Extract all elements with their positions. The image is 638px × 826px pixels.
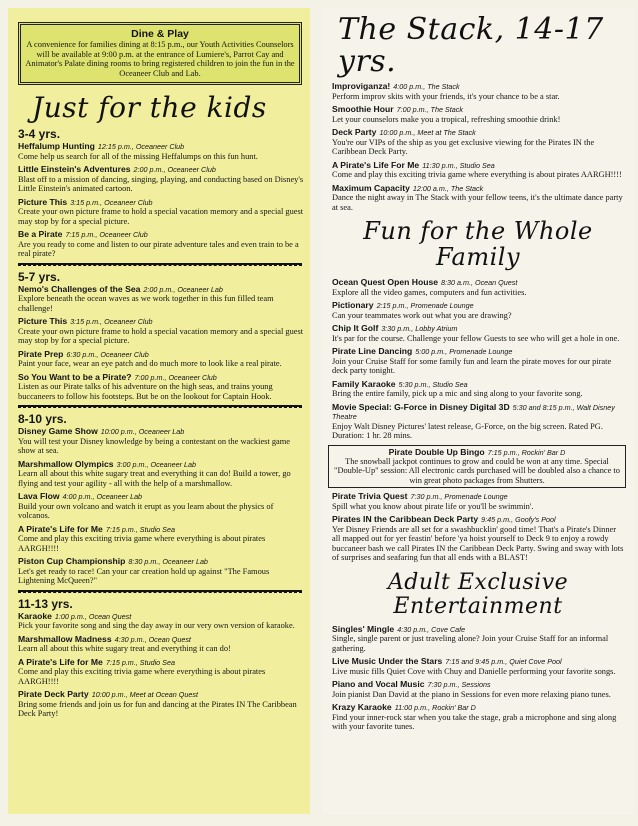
event-item — [332, 324, 626, 343]
event-time-location: 3:30 p.m., Lobby Atrium — [381, 324, 458, 333]
event-item — [18, 230, 304, 259]
event-name: Pirate Deck Party — [18, 689, 89, 700]
event-time-location: 10:00 p.m., Meet at Ocean Quest — [91, 690, 198, 700]
event-description: The snowball jackpot continues to grow and could be won at any time. Special "Double-Up" session: All electronic cards purchased will be doubled also a chance to win great photo packages from Shutters. — [334, 456, 620, 485]
event-item — [332, 703, 626, 732]
event-time-location: 5:30 p.m., Studio Sea — [398, 379, 468, 389]
event-description: Come and play this exciting trivia game where everything is about pirates AARGH!!!! — [18, 667, 266, 686]
event-item — [18, 690, 304, 719]
event-time-location: 3:00 p.m., Oceaneer Lab — [116, 459, 197, 469]
event-name: Live Music Under the Stars — [332, 656, 443, 667]
event-description: Join your Cruise Staff for some family fun and learn the pirate moves for our pirate deck party tonight. — [332, 356, 612, 375]
event-item — [332, 301, 626, 320]
event-item — [332, 128, 626, 157]
event-description: Learn all about this white sugary treat and everything it can do! — [18, 644, 231, 654]
event-time-location: 2:00 p.m., Oceaneer Club — [133, 165, 216, 175]
event-item — [18, 460, 304, 489]
teen-family-adult-column — [322, 8, 634, 814]
event-description: Blast off to a mission of dancing, singing, playing, and conducting based on Disney's Little Einstein's animated cartoon. — [18, 174, 304, 194]
event-time-location: 7:15 p.m., Studio Sea — [105, 524, 175, 534]
event-time-location: 3:15 p.m., Oceaneer Club — [70, 197, 153, 207]
event-time-location: 5:30 and 8:15 p.m., Walt Disney Theatre — [332, 402, 615, 421]
event-item — [332, 515, 626, 563]
event-description: You're our VIPs of the ship as you get exclusive viewing for the Pirates IN the Caribbean Deck Party. — [332, 137, 595, 156]
event-name: Movie Special: G-Force in Disney Digital 3D — [332, 401, 510, 412]
event-description: Come help us search for all of the missing Heffalumps on this fun hunt. — [18, 151, 258, 161]
event-item — [332, 347, 626, 376]
event-description: Let's get ready to race! Can your car creation hold up against "The Famous Lightening McQueen?" — [18, 566, 270, 586]
event-description: Dance the night away in The Stack with your fellow teens, it's the ultimate dance party at sea. — [332, 193, 623, 212]
event-name: A Pirate's Life for Me — [18, 656, 103, 667]
event-name: Chip It Golf — [332, 323, 379, 333]
event-time-location: 10:00 p.m., Meet at The Stack — [379, 128, 476, 137]
event-description: Find your inner-rock star when you take the stage, grab a microphone and sing along with your favorite tunes. — [332, 712, 617, 732]
event-name: Deck Party — [332, 127, 377, 137]
event-name: Marshmallow Madness — [18, 633, 112, 644]
adult-section-title: Adult Exclusive Entertainment — [387, 569, 569, 619]
event-description: Join pianist Dan David at the piano in Sessions for even more relaxing piano tunes. — [332, 689, 611, 699]
event-time-location: 7:15 p.m., Oceaneer Club — [65, 230, 148, 240]
event-item — [18, 350, 304, 369]
event-time-location: 8:30 a.m., Ocean Quest — [441, 278, 518, 287]
event-item — [18, 285, 304, 314]
event-description: Perform improv skits with your friends, it's your chance to be a star. — [332, 91, 560, 101]
event-description: Are you ready to come and listen to our pirate adventure tales and even train to be a real pirate? — [18, 239, 299, 259]
age-group-heading: 3-4 yrs. — [18, 127, 61, 142]
event-name: Heffalump Hunting — [18, 141, 95, 152]
event-time-location: 7:15 and 9:45 p.m., Quiet Cove Pool — [445, 657, 562, 667]
event-item — [18, 373, 304, 402]
event-name: A Pirate's Life For Me — [332, 159, 420, 170]
event-name: Family Karaoke — [332, 378, 396, 389]
event-item — [332, 657, 626, 676]
event-description: Create your own picture frame to hold a special vacation memory and a special guest may stop by for a special picture. — [18, 326, 304, 346]
event-name: Pirate Double Up Bingo — [388, 446, 485, 457]
kids-section-title: Just for the kids — [32, 91, 267, 125]
event-time-location: 7:30 p.m., Promenade Lounge — [410, 492, 508, 502]
event-description: Come and play this exciting trivia game where everything is about pirates AARGH!!!! — [332, 170, 622, 179]
event-name: Krazy Karaoke — [332, 702, 392, 713]
event-item — [18, 142, 304, 161]
event-time-location: 1:00 p.m., Ocean Quest — [54, 611, 132, 621]
event-item — [18, 492, 304, 521]
event-time-location: 4:30 p.m., Cove Cafe — [397, 624, 466, 634]
event-item — [332, 278, 626, 297]
event-description: Create your own picture frame to hold a special vacation memory and a special guest may stop by for a special picture. — [18, 207, 304, 226]
event-name: Singles' Mingle — [332, 623, 395, 634]
event-name: Pirate Prep — [18, 348, 64, 359]
event-time-location: 7:30 p.m., Sessions — [427, 680, 491, 690]
event-name: Improviganza! — [332, 81, 391, 91]
event-description: Spill what you know about pirate life or you'll be swimmin'. — [332, 501, 534, 511]
event-description: Enjoy Walt Disney Pictures' latest release, G-Force, on the big screen. Rated PG. Duration: 1 hr. 28 mins. — [332, 421, 603, 440]
event-time-location: 8:30 p.m., Oceaneer Lab — [128, 557, 208, 567]
event-description: You will test your Disney knowledge by being a contestant on the wackiest game show at sea. — [18, 436, 290, 456]
event-description: Bring some friends and join us for fun and dancing at the Pirates IN The Caribbean Deck Party! — [18, 699, 297, 719]
event-time-location: 7:15 p.m., Studio Sea — [105, 657, 175, 667]
event-name: Piano and Vocal Music — [332, 679, 425, 690]
age-group-heading: 8-10 yrs. — [18, 412, 67, 427]
event-item — [18, 525, 304, 554]
dine-play-text: A convenience for families dining at 8:15 p.m., our Youth Activities Counselors will be available at 9:00 p.m. at the entrance of Lumiere's, Parrot Cay and Animator's Palate dining rooms to bring registered children to join the fun in the Oceaneer Club and Lab. — [25, 40, 295, 78]
event-time-location: 10:00 p.m., Oceaneer Lab — [100, 427, 185, 437]
event-description: Let your counselors make you a tropical, refreshing smoothie drink! — [332, 114, 561, 124]
event-time-location: 4:30 p.m., Ocean Quest — [114, 634, 191, 644]
age-group-heading: 11-13 yrs. — [18, 596, 73, 611]
event-name: Karaoke — [18, 610, 52, 621]
event-time-location: 2:00 p.m., Oceaneer Lab — [143, 284, 223, 294]
event-description: Explore beneath the ocean waves as we work together in this fun filled team challenge! — [18, 294, 274, 313]
event-item — [332, 625, 626, 654]
event-time-location: 7:00 p.m., Oceaneer Club — [134, 372, 217, 382]
event-item — [18, 557, 304, 586]
event-name: Pirate Trivia Quest — [332, 491, 408, 502]
event-description: Single, single parent or just traveling alone? Join your Cruise Staff for an informal gathering. — [332, 634, 609, 653]
event-time-location: 11:30 p.m., Studio Sea — [422, 160, 495, 170]
event-name: Little Einstein's Adventures — [18, 164, 131, 175]
event-description: Learn all about this white sugary treat and everything it can do! Build a tower, go flying and test your agility - all with the help of a marshmallow. — [18, 469, 291, 488]
event-description: Live music fills Quiet Cove with Chuy and Danielle performing your favorite songs. — [332, 666, 616, 676]
event-item — [332, 105, 626, 124]
event-name: Nemo's Challenges of the Sea — [18, 283, 141, 294]
event-item — [18, 612, 304, 631]
event-item — [18, 198, 304, 227]
section-divider — [18, 263, 302, 266]
dine-play-title: Dine & Play — [131, 28, 189, 40]
event-description: Come and play this exciting trivia game where everything is about pirates AARGH!!!! — [18, 534, 266, 553]
event-item — [332, 680, 626, 699]
age-group-heading: 5-7 yrs. — [18, 269, 61, 284]
event-time-location: 2:15 p.m., Promenade Lounge — [376, 301, 474, 310]
event-name: Pictionary — [332, 300, 374, 310]
event-name: So You Want to be a Pirate? — [18, 371, 132, 382]
event-item — [18, 317, 304, 346]
dine-play-box — [18, 22, 302, 85]
event-description: Pick your favorite song and sing the day away in our very own version of karaoke. — [18, 621, 295, 631]
family-section-title: Fun for the Whole Family — [363, 217, 593, 271]
event-name: Maximum Capacity — [332, 182, 410, 193]
event-name: Marshmallow Olympics — [18, 458, 114, 469]
event-time-location: 12:00 a.m., The Stack — [412, 183, 484, 193]
event-name: Lava Flow — [18, 491, 60, 502]
event-name: Picture This — [18, 196, 68, 207]
bingo-box — [328, 445, 626, 489]
event-time-location: 5:00 p.m., Promenade Lounge — [415, 347, 513, 356]
event-name: Piston Cup Championship — [18, 556, 126, 567]
event-name: Pirate Line Dancing — [332, 346, 413, 356]
event-description: Can your teammates work out what you are drawing? — [332, 310, 512, 320]
event-item — [332, 161, 626, 180]
event-time-location: 7:15 p.m., Rockin' Bar D — [487, 447, 566, 457]
event-description: Build your own volcano and watch it erupt as you learn about the physics of volcanos. — [18, 501, 274, 521]
event-item — [18, 165, 304, 194]
kids-column — [8, 8, 310, 814]
event-time-location: 9:45 p.m., Goofy's Pool — [481, 515, 556, 525]
event-time-location: 3:15 p.m., Oceaneer Club — [70, 317, 153, 327]
event-description: Bring the entire family, pick up a mic and sing along to your favorite song. — [332, 389, 583, 398]
event-time-location: 11:00 p.m., Rockin' Bar D — [394, 703, 476, 713]
event-name: Be a Pirate — [18, 229, 63, 240]
section-divider — [18, 405, 302, 408]
event-time-location: 4:00 p.m., Oceaneer Lab — [62, 492, 143, 502]
event-description: Explore all the video games, computers and fun activities. — [332, 287, 527, 297]
event-item — [332, 492, 626, 511]
event-item — [18, 635, 304, 654]
event-name: Picture This — [18, 316, 68, 327]
event-item — [332, 380, 626, 399]
event-item — [332, 184, 626, 213]
event-time-location: 4:00 p.m., The Stack — [393, 82, 460, 91]
event-name: Smoothie Hour — [332, 104, 394, 114]
event-description: Yer Disney Friends are all set for a swashbucklin' good time! That's a Pirate's Dinner all mapped out for yer feastin' before 'ya hoist yourself to Deck 9 to enjoy a rowdy buccaneer bash we call Pirates IN the Caribbean Deck Party. Swing and sway with lots of surprises and seafaring fun that all ends with a BLAST! — [332, 524, 624, 563]
event-name: Pirates IN the Caribbean Deck Party — [332, 514, 479, 525]
event-time-location: 7:00 p.m., The Stack — [396, 105, 463, 114]
event-description: Listen as our Pirate talks of his adventure on the high seas, and trains young buccaneers to follow his footsteps. But be on the lookout for Captain Hook. — [18, 382, 273, 401]
event-item — [18, 658, 304, 687]
event-name: Ocean Quest Open House — [332, 277, 439, 287]
event-time-location: 12:15 p.m., Oceaneer Club — [97, 142, 185, 152]
event-time-location: 6:30 p.m., Oceaneer Club — [66, 349, 149, 359]
stack-section-title: The Stack, 14-17 yrs. — [338, 12, 604, 79]
event-item — [18, 427, 304, 456]
event-item — [332, 82, 626, 101]
event-description: Paint your face, wear an eye patch and do much more to look like a real pirate. — [18, 359, 282, 369]
event-item — [332, 403, 626, 441]
event-name: A Pirate's Life for Me — [18, 523, 103, 534]
event-name: Disney Game Show — [18, 426, 98, 437]
section-divider — [18, 590, 302, 593]
event-description: It's par for the course. Challenge your fellow Guests to see who will get a hole in one. — [332, 333, 620, 343]
